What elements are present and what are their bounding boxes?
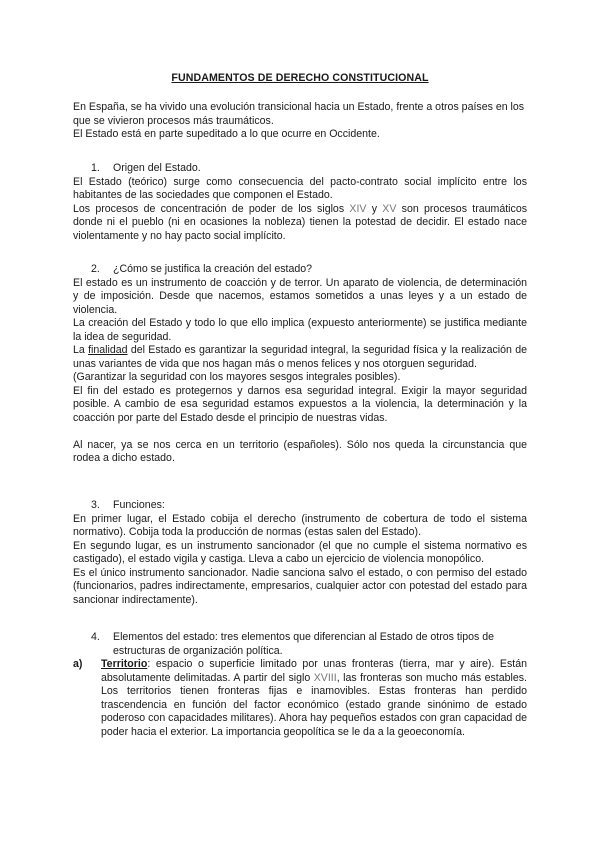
section-2-heading (73, 263, 527, 277)
section-2-paragraph-3 (73, 344, 527, 371)
text-run: : espacio o superficie limitado por unas fronteras (tierra, mar y aire). Están absolutamente delimitadas. A partir del siglo (101, 658, 527, 684)
item-a-body (101, 658, 527, 739)
text-run: La (73, 344, 89, 356)
section-4-heading (91, 631, 527, 658)
section-2-paragraph-4: (Garantizar la seguridad con los mayores sesgos integrales posibles). (73, 371, 401, 383)
document-title: FUNDAMENTOS DE DERECHO CONSTITUCIONAL (171, 72, 429, 84)
intro-paragraph-1: En España, se ha vivido una evolución transicional hacia un Estado, frente a otros países en los que se vivieron procesos más traumáticos. (73, 101, 525, 127)
section-3-paragraph-1: En primer lugar, el Estado cobija el derecho (instrumento de cobertura de todo el sistema normativo). Cobija toda la producción de normas (estas salen del Estado). (73, 512, 527, 538)
intro-paragraph-2: El Estado está en parte supeditado a lo que ocurre en Occidente. (73, 128, 380, 140)
text-run: son procesos traumáticos donde ni el pueblo (ni en ocasiones la nobleza) tienen la potestad de decidir. El estado nace violentamente y no hay pacto social implícito. (73, 202, 528, 242)
section-2 (73, 263, 527, 466)
section-1-heading (73, 162, 527, 176)
item-a-marker: a) (73, 658, 83, 670)
roman-numeral: XIV (349, 202, 367, 215)
section-2-paragraph-1: El estado es un instrumento de coacción y de terror. Un aparato de violencia, de determinación y de imposición. Desde que nacemos, estamos sometidos a unas leyes y a un estado de violencia. (73, 276, 527, 316)
section-1-paragraph-1: El Estado (teórico) surge como consecuencia del pacto-contrato social implícito entre los habitantes de las sociedades que componen el Estado. (73, 175, 527, 201)
roman-numeral: XV (382, 202, 397, 215)
text-run: y (366, 202, 383, 215)
section-1-title: Origen del Estado. (113, 162, 201, 174)
section-1-number: 1. (91, 162, 100, 174)
text-run: , las fronteras son mucho más estables. Los territorios tienen fronteras fijas e inamovibles. Estas fronteras han perdido trascendencia en función del factor económico (estado grande sinónimo de estado poderoso con capacidades militares). Ahora hay pequeños estados con gran capacidad de poder hacia el exterior. La importancia geopolítica se le da a la geoeconomía. (101, 671, 528, 738)
section-1-paragraph-2 (73, 203, 527, 244)
section-1 (73, 162, 527, 243)
finalidad-term: finalidad (88, 344, 128, 356)
section-4 (73, 631, 528, 739)
text-run: Los procesos de concentración de poder de los siglos (73, 202, 350, 215)
section-3-heading (73, 499, 527, 513)
section-3 (73, 499, 527, 607)
section-4-title: Elementos del estado: tres elementos que diferencian al Estado de otros tipos de estructuras de organización política. (113, 631, 495, 657)
section-3-paragraph-3: Es el único instrumento sancionador. Nadie sanciona salvo el estado, o con permiso del estado (funcionarios, padres indirectamente, empresarios, cualquier actor con potestad del estado para sancionar indirectamente). (73, 566, 527, 606)
section-2-paragraph-5: El fin del estado es protegernos y darnos esa seguridad integral. Exigir la mayor seguridad posible. A cambio de esa seguridad estamos expuestos a la violencia, la determinación y la coacción por parte del Estado desde el principio de nuestras vidas. (73, 384, 527, 424)
section-3-paragraph-2: En segundo lugar, es un instrumento sancionador (el que no cumple el sistema normativo es castigado), el estado vigila y castiga. Lleva a cabo un ejercicio de violencia monopólico. (73, 539, 527, 565)
intro-section (73, 101, 527, 142)
section-2-paragraph-2: La creación del Estado y todo lo que ello implica (expuesto anteriormente) se justifica mediante la idea de seguridad. (73, 317, 527, 343)
section-2-paragraph-6: Al nacer, ya se nos cerca en un territorio (españoles). Sólo nos queda la circunstancia que rodea a dicho estado. (73, 438, 527, 464)
text-run: del Estado es garantizar la seguridad integral, la seguridad física y la realización de unas variantes de vida que nos hagan más o menos felices y nos otorguen seguridad. (73, 344, 527, 370)
section-2-title: ¿Cómo se justifica la creación del estado? (113, 263, 313, 275)
section-4-number: 4. (91, 631, 100, 643)
roman-numeral: XVIII (313, 671, 337, 684)
section-4-item-a (73, 658, 527, 739)
section-2-number: 2. (91, 263, 100, 275)
territorio-term: Territorio (101, 658, 148, 670)
section-3-title: Funciones: (113, 499, 165, 511)
section-3-number: 3. (91, 499, 100, 511)
